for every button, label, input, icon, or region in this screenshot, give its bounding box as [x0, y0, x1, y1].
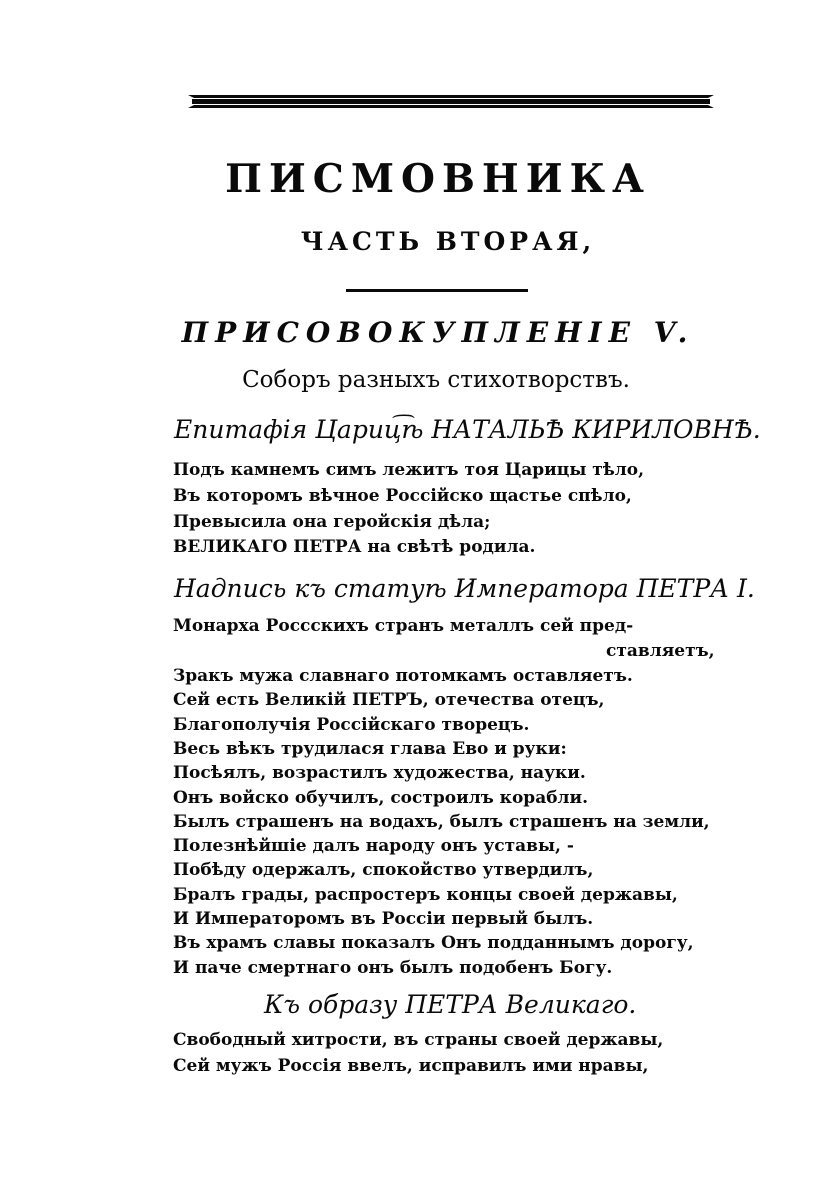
section-divider	[346, 289, 528, 292]
epitaph-line: Въ которомъ вѣчное Россійско щастье спѣло,	[173, 486, 632, 506]
inscription-line: Монарха Россскихъ странъ металлъ сей пред-	[173, 616, 634, 636]
inscription-line-continuation: ставляетъ,	[606, 641, 715, 661]
image-poem-heading: Къ образу ПЕТРА Великаго.	[264, 990, 637, 1019]
epitaph-line: Подъ камнемъ симъ лежитъ тоя Царицы тѣло,	[173, 460, 645, 480]
part-subtitle: ЧАСТЬ ВТОРАЯ,	[300, 227, 596, 256]
appendix-heading: ПРИСОВОКУПЛЕНІЕ V.	[181, 316, 695, 349]
inscription-line: Бралъ грады, распростеръ концы своей державы,	[173, 884, 678, 905]
inscription-line: Былъ страшенъ на водахъ, былъ страшенъ на земли,	[173, 811, 710, 832]
image-poem-line: Свободный хитрости, въ страны своей державы,	[173, 1030, 664, 1050]
image-poem-line: Сей мужъ Россія ввелъ, исправилъ ими нравы,	[173, 1056, 649, 1076]
epitaph-heading: Епитафія Цариц͡ѣ НАТАЛЬѢ КИРИЛОВНѢ.	[174, 415, 761, 444]
epitaph-line: ВЕЛИКАГО ПЕТРА на свѣтѣ родила.	[173, 537, 536, 557]
decorative-top-rule	[188, 93, 714, 109]
inscription-line: Онъ войско обучилъ, состроилъ корабли.	[173, 787, 589, 808]
inscription-line: Въ храмъ славы показалъ Онъ подданнымъ дорогу,	[173, 933, 694, 954]
inscription-line: Благополучія Россійскаго творецъ.	[173, 714, 530, 735]
inscription-line: И Императоромъ въ Россіи первый былъ.	[173, 909, 594, 929]
inscription-line: Сей есть Великій ПЕТРЪ, отечества отецъ,	[173, 690, 605, 711]
collection-subtitle: Соборъ разныхъ стихотворствъ.	[242, 367, 630, 393]
inscription-line: Зракъ мужа славнаго потомкамъ оставляетъ.	[173, 666, 633, 686]
inscription-line: Побѣду одержалъ, спокойство утвердилъ,	[173, 860, 594, 881]
inscription-line: Посѣялъ, возрастилъ художества, науки.	[173, 763, 586, 784]
inscription-line: Весь вѣкъ трудилася глава Ево и руки:	[173, 738, 567, 759]
page-title: ПИСМОВНИКА	[225, 156, 651, 202]
inscription-line: И паче смертнаго онъ былъ подобенъ Богу.	[173, 957, 613, 978]
inscription-line: Полезнѣйшіе далъ народу онъ уставы, -	[173, 836, 574, 857]
epitaph-line: Превысила она геройскія дѣла;	[173, 512, 491, 532]
inscription-heading: Надпись къ статуѣ Императора ПЕТРА I.	[174, 574, 755, 603]
